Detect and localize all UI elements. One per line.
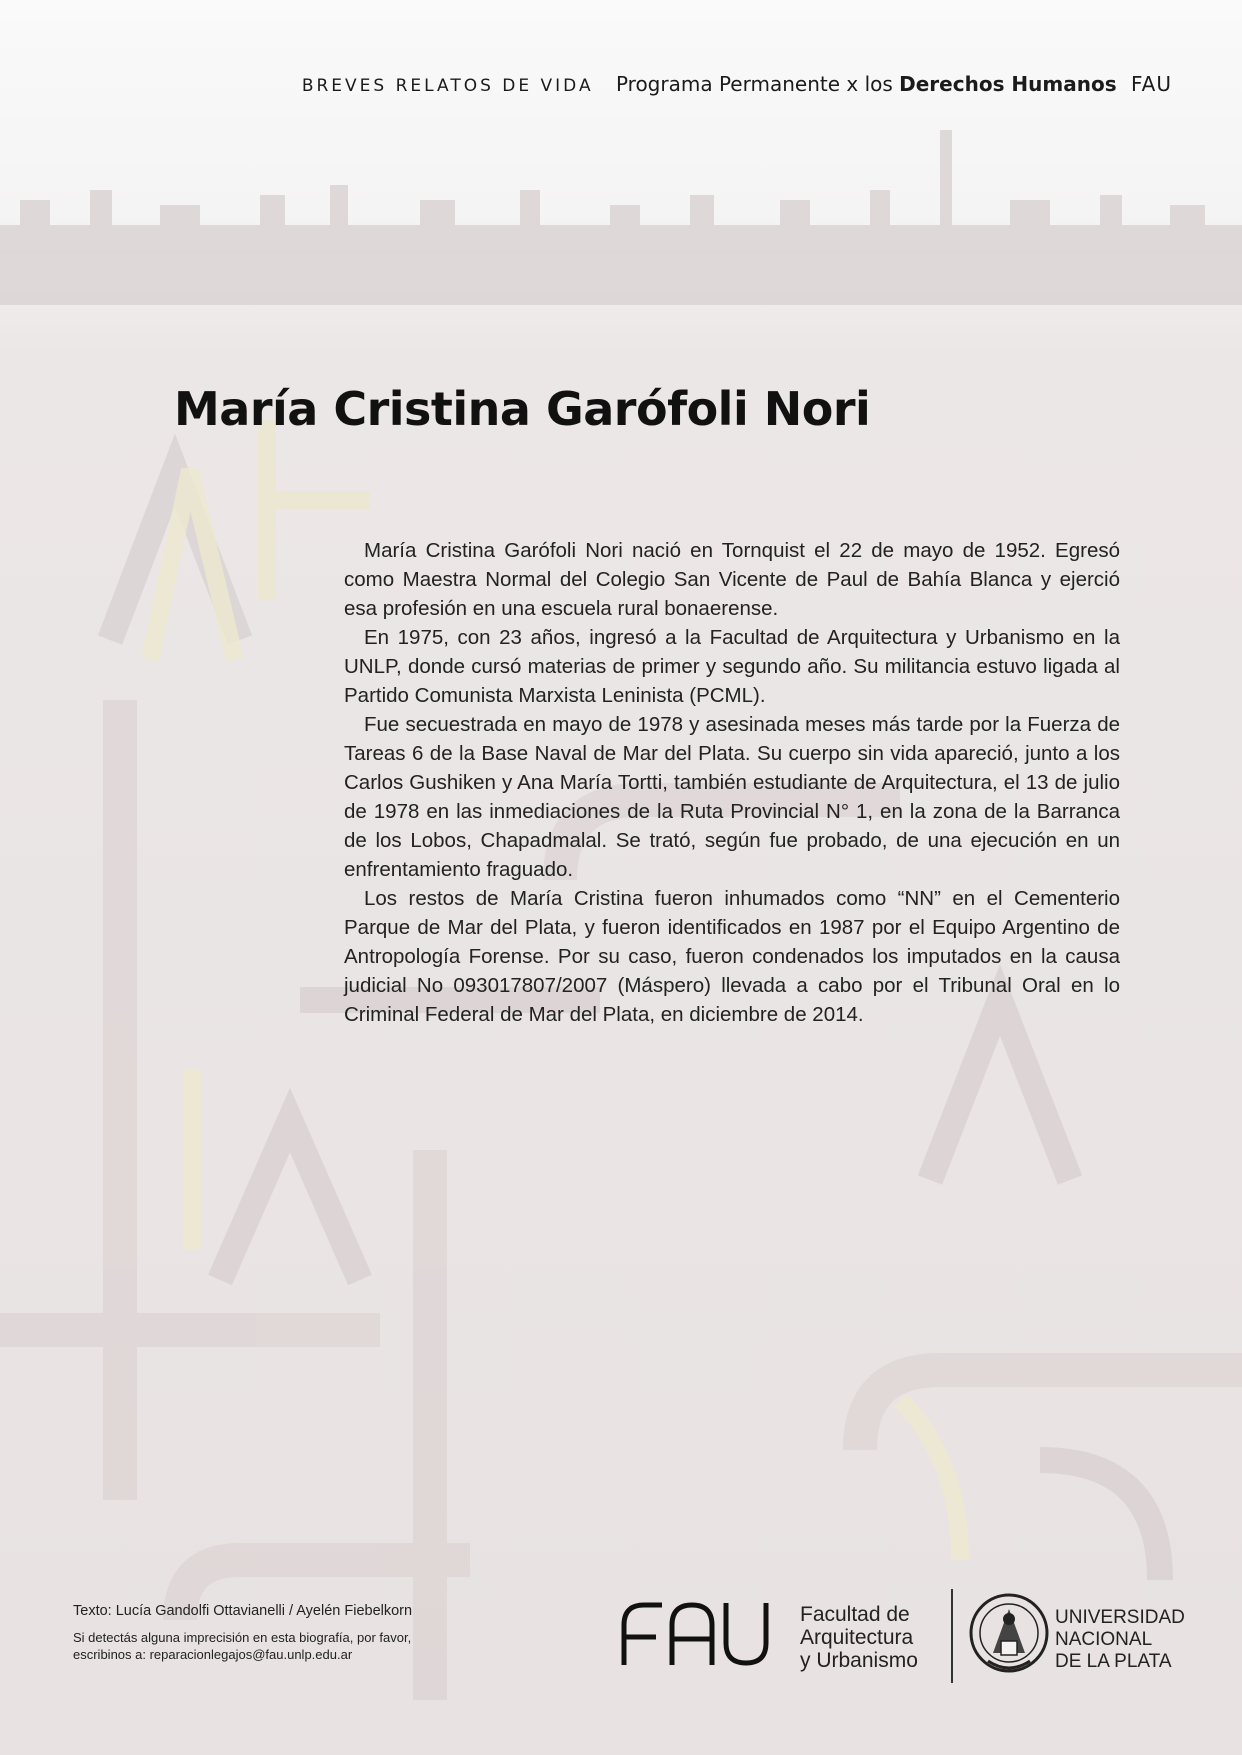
univ-line-3: DE LA PLATA: [1055, 1651, 1172, 1672]
logo-divider: [951, 1589, 953, 1683]
paragraph-2: En 1975, con 23 años, ingresó a la Facultad de Arquitectura y Urbanismo en la UNLP, donde cursó materias de primer y segundo año. Su militancia estuvo ligada al Partido Comunista Marxista Leninista (PCML).: [344, 626, 1120, 707]
faculty-name: [800, 1603, 918, 1672]
faculty-line-2: Arquitectura: [800, 1626, 914, 1649]
univ-line-2: NACIONAL: [1055, 1629, 1153, 1650]
paragraph-4: Los restos de María Cristina fueron inhumados como “NN” en el Cementerio Parque de Mar del Plata, y fueron identificados en 1987 por el Equipo Argentino de Antropología Forense. Por su caso, fueron condenados los imputados en la causa judicial No 093017807/2007 (Máspero) llevada a cabo por el Tribunal Oral en lo Criminal Federal de Mar del Plata, en diciembre de 2014.: [344, 887, 1120, 1026]
program-strong: Derechos Humanos: [899, 72, 1117, 96]
program-prefix: Programa Permanente x los: [615, 72, 893, 96]
page-header: [302, 72, 1172, 96]
correction-note: [73, 1629, 412, 1663]
series-label: BREVES RELATOS DE VIDA: [301, 76, 594, 96]
credits: [73, 1603, 412, 1663]
faculty-line-1: Facultad de: [800, 1603, 910, 1626]
fau-logo: [620, 1599, 770, 1669]
header-fau-label: FAU: [1131, 72, 1172, 96]
unlp-seal-icon: [968, 1591, 1050, 1679]
fau-logo-text: FAU: [620, 1599, 622, 1600]
footer-logos: [620, 1585, 1185, 1685]
paragraph-3: Fue secuestrada en mayo de 1978 y asesinada meses más tarde por la Fuerza de Tareas 6 de la Base Naval de Mar del Plata. Su cuerpo sin vida apareció, junto a los Carlos Gushiken y Ana María Tortti, también estudiante de Arquitectura, el 13 de julio de 1978 en las inmediaciones de la Ruta Provincial N° 1, en la zona de la Barranca de los Lobos, Chapadmalal. Se trató, según fue probado, de una ejecución en un enfrentamiento fraguado.: [344, 713, 1120, 881]
university-name: [1055, 1607, 1185, 1673]
biography-body: [344, 536, 1120, 1029]
text-author: Texto: Lucía Gandolfi Ottavianelli / Ayelén Fiebelkorn: [73, 1603, 413, 1619]
faculty-line-3: y Urbanismo: [800, 1649, 918, 1672]
univ-line-1: UNIVERSIDAD: [1055, 1607, 1185, 1628]
correction-note-line-1: Si detectás alguna imprecisión en esta biografía, por favor,: [73, 1630, 412, 1645]
paragraph-1: María Cristina Garófoli Nori nació en Tornquist el 22 de mayo de 1952. Egresó como Maestra Normal del Colegio San Vicente de Paul de Bahía Blanca y ejerció esa profesión en una escuela rural bonaerense.: [344, 539, 1120, 620]
page-title: María Cristina Garófoli Nori: [174, 382, 871, 436]
correction-note-line-2: escribinos a: reparacionlegajos@fau.unlp.edu.ar: [73, 1647, 353, 1662]
